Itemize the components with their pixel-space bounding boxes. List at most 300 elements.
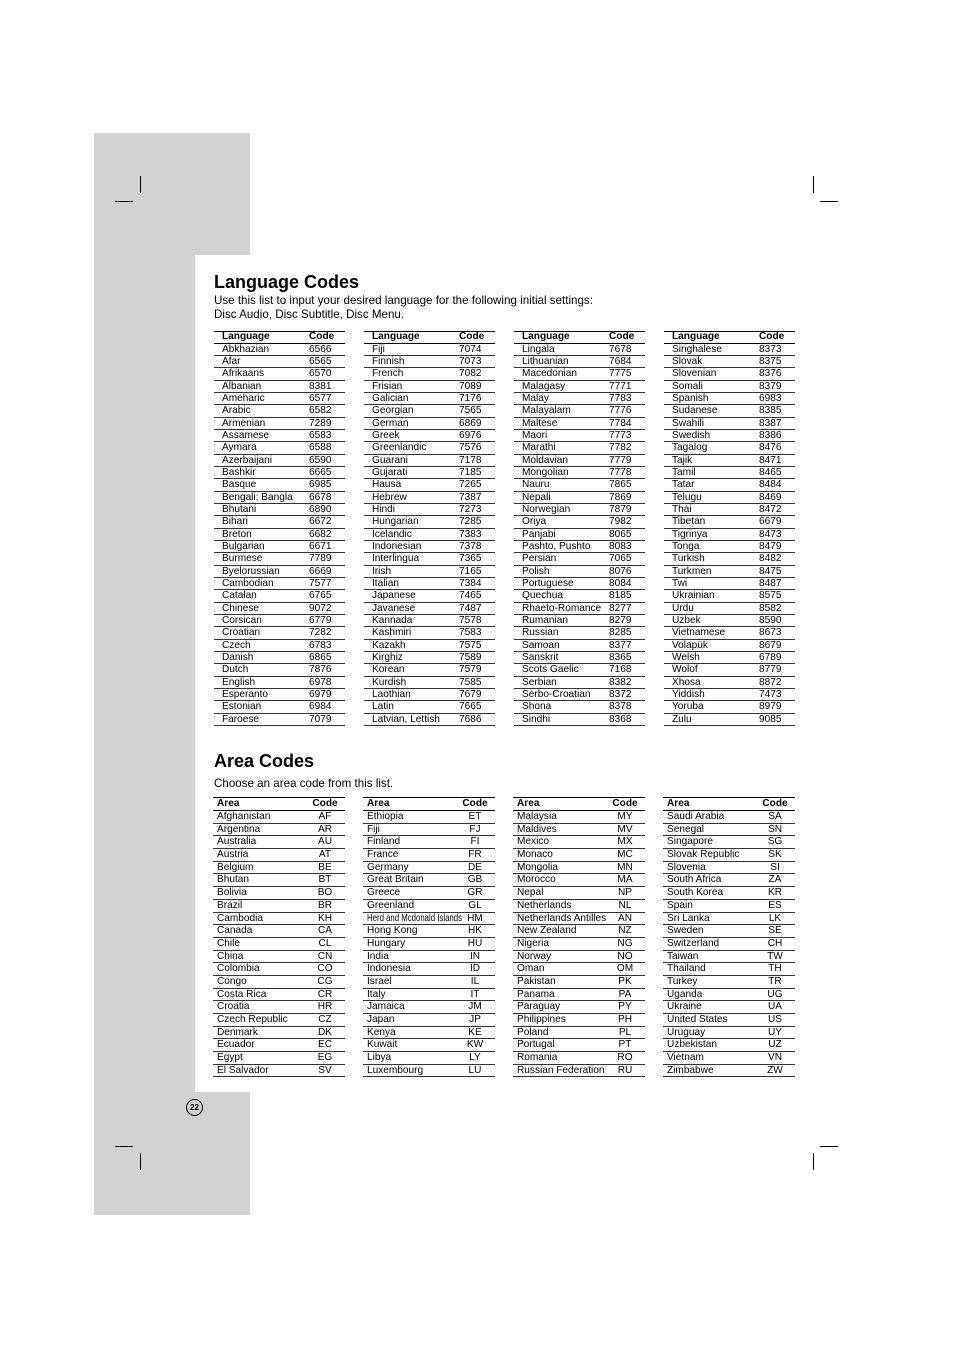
language-name: Japanese xyxy=(372,590,416,602)
language-table-row xyxy=(664,393,795,405)
language-code: 7465 xyxy=(459,590,482,602)
area-table-row xyxy=(213,938,345,951)
language-name: Czech xyxy=(222,639,251,651)
area-name: Greenland xyxy=(367,899,415,911)
language-table-row xyxy=(214,590,345,602)
column-header-code: Code xyxy=(309,331,335,342)
language-table-row xyxy=(664,356,795,368)
crop-mark-bottom-left-vertical xyxy=(140,1153,141,1170)
language-code: 7684 xyxy=(609,356,632,368)
area-code: TH xyxy=(768,963,782,975)
language-table-row xyxy=(664,344,795,356)
area-code: UA xyxy=(767,1001,783,1013)
language-table-row xyxy=(364,504,495,516)
area-code: HK xyxy=(467,925,483,937)
area-table-row xyxy=(363,989,495,1002)
area-code: PH xyxy=(617,1014,633,1025)
area-code: KR xyxy=(767,887,783,899)
area-code: NZ xyxy=(618,925,632,937)
language-code: 6590 xyxy=(309,454,332,466)
crop-mark-top-left-vertical xyxy=(140,176,141,193)
language-table-row xyxy=(364,492,495,504)
language-code: 8487 xyxy=(759,578,782,590)
language-code: 7089 xyxy=(459,380,482,392)
language-table-row xyxy=(364,393,495,405)
area-name: Czech Republic xyxy=(217,1014,288,1025)
area-table-row xyxy=(213,900,345,913)
language-name: Afrikaans xyxy=(222,368,265,380)
language-table-row xyxy=(214,553,345,565)
language-table-row xyxy=(664,578,795,590)
language-code: 7265 xyxy=(459,479,482,491)
language-table-row xyxy=(364,344,495,356)
language-code: 8385 xyxy=(759,405,782,417)
language-name: Thai xyxy=(672,504,692,516)
area-name: Uruguay xyxy=(667,1026,706,1038)
language-name: Welsh xyxy=(672,652,700,663)
language-code: 7365 xyxy=(459,553,482,565)
language-table-row xyxy=(664,516,795,528)
language-table-row xyxy=(364,627,495,639)
language-table-row xyxy=(664,590,795,602)
language-name: Maori xyxy=(522,430,548,442)
language-table-row xyxy=(664,430,795,442)
area-table-row xyxy=(663,989,795,1002)
language-code: 8377 xyxy=(609,639,632,651)
area-name: Luxembourg xyxy=(367,1064,424,1076)
area-table-row xyxy=(213,874,345,887)
language-name: Hindi xyxy=(372,504,396,516)
language-table-row xyxy=(514,430,645,442)
column-header-code: Code xyxy=(759,331,785,342)
area-code: RU xyxy=(617,1064,633,1076)
language-code: 8368 xyxy=(609,713,632,725)
area-table-row xyxy=(363,913,495,926)
area-name: Monaco xyxy=(517,849,553,861)
language-name: Abkhazian xyxy=(222,343,270,355)
language-code: 8065 xyxy=(609,528,632,540)
language-name: Macedonian xyxy=(522,368,577,380)
language-name: Guarani xyxy=(372,454,408,466)
language-name: Greek xyxy=(372,430,400,442)
language-name: Dutch xyxy=(222,664,249,676)
language-table-row xyxy=(214,381,345,393)
area-name: United States xyxy=(667,1014,728,1025)
column-header-area: Area xyxy=(517,798,540,809)
language-code: 6865 xyxy=(309,652,332,663)
language-table-row xyxy=(514,590,645,602)
language-table-row xyxy=(364,615,495,627)
area-name: Sri Lanka xyxy=(667,912,710,924)
language-table-row xyxy=(514,652,645,664)
language-table-row xyxy=(664,640,795,652)
language-table-row xyxy=(514,541,645,553)
language-code: 7773 xyxy=(609,430,632,442)
area-name: New Zealand xyxy=(517,925,577,937)
language-code: 8084 xyxy=(609,578,632,590)
language-table-row xyxy=(214,344,345,356)
area-table-row xyxy=(663,824,795,837)
language-code: 7165 xyxy=(459,565,482,577)
language-code: 8465 xyxy=(759,467,782,479)
area-name: Philippines xyxy=(517,1014,566,1025)
area-name: Italy xyxy=(367,988,386,1000)
language-table-row xyxy=(214,664,345,676)
language-table-row xyxy=(214,603,345,615)
language-name: Chinese xyxy=(222,602,260,614)
language-name: Frisian xyxy=(372,380,403,392)
language-code: 7585 xyxy=(459,676,482,688)
column-header-code: Code xyxy=(459,331,485,342)
area-name: Maldives xyxy=(517,823,557,835)
language-name: Scots Gaelic xyxy=(522,664,579,676)
area-code: IT xyxy=(470,988,480,1000)
area-name: Jamaica xyxy=(367,1001,405,1013)
area-table-row xyxy=(363,963,495,976)
area-code: CN xyxy=(317,950,333,962)
area-table-row xyxy=(363,1065,495,1078)
area-code: JM xyxy=(468,1001,482,1013)
language-table-row xyxy=(664,689,795,701)
language-name: Pashto, Pushto xyxy=(522,541,591,553)
language-name: Malay xyxy=(522,393,549,405)
language-name: Kurdish xyxy=(372,676,407,688)
area-name: Fiji xyxy=(367,823,380,835)
language-table-row xyxy=(664,405,795,417)
language-table-row xyxy=(514,479,645,491)
language-code: 8472 xyxy=(759,504,782,516)
area-table-row xyxy=(663,1039,795,1052)
language-table-row xyxy=(214,701,345,713)
language-code: 6588 xyxy=(309,442,332,454)
language-code: 7378 xyxy=(459,541,482,553)
area-table-row xyxy=(363,836,495,849)
area-table-row xyxy=(513,1014,645,1027)
language-code: 8582 xyxy=(759,602,782,614)
crop-mark-bottom-left-horizontal xyxy=(115,1146,133,1147)
area-table-row xyxy=(663,862,795,875)
language-name: Portuguese xyxy=(522,578,574,590)
area-name: Mongolia xyxy=(517,861,558,873)
language-table-row xyxy=(214,578,345,590)
language-name: Wolof xyxy=(672,664,698,676)
area-name: South Africa xyxy=(667,874,722,886)
area-name: Morocco xyxy=(517,874,556,886)
area-code: SA xyxy=(768,811,782,822)
language-table-row xyxy=(664,504,795,516)
language-table-row xyxy=(214,356,345,368)
language-code: 7775 xyxy=(609,368,632,380)
language-code: 7579 xyxy=(459,664,482,676)
language-table-row xyxy=(664,541,795,553)
language-code: 8679 xyxy=(759,639,782,651)
language-code: 7784 xyxy=(609,417,632,429)
language-name: Hungarian xyxy=(372,516,419,528)
language-name: Basque xyxy=(222,479,257,491)
area-name: Thailand xyxy=(667,963,706,975)
language-code: 6978 xyxy=(309,676,332,688)
area-code: GL xyxy=(468,899,482,911)
language-code: 7487 xyxy=(459,602,482,614)
area-name: Egypt xyxy=(217,1052,243,1064)
area-table-row xyxy=(213,862,345,875)
area-code: PT xyxy=(618,1039,632,1051)
area-table-row xyxy=(213,1052,345,1065)
language-code: 8482 xyxy=(759,553,782,565)
language-name: Burmese xyxy=(222,553,263,565)
area-code: FI xyxy=(470,836,480,848)
column-header-language: Language xyxy=(522,331,570,342)
area-code: BO xyxy=(317,887,333,899)
language-table-row xyxy=(514,664,645,676)
language-code: 8378 xyxy=(609,701,632,713)
language-code: 7779 xyxy=(609,454,632,466)
area-code: CZ xyxy=(318,1014,332,1025)
language-code: 7575 xyxy=(459,639,482,651)
area-table-row xyxy=(513,1052,645,1065)
area-table-row xyxy=(363,824,495,837)
language-table-row xyxy=(664,652,795,664)
language-code: 6765 xyxy=(309,590,332,602)
area-codes-intro: Choose an area code from this list. xyxy=(214,777,394,790)
area-table-row xyxy=(363,862,495,875)
area-name: Finland xyxy=(367,836,401,848)
area-code: UG xyxy=(767,988,783,1000)
language-table-row xyxy=(214,516,345,528)
language-table-row xyxy=(664,479,795,491)
language-code: 7782 xyxy=(609,442,632,454)
language-table-row xyxy=(664,627,795,639)
language-name: Polish xyxy=(522,565,550,577)
language-code: 8779 xyxy=(759,664,782,676)
language-table-row xyxy=(214,442,345,454)
area-table-row xyxy=(513,976,645,989)
area-table-row xyxy=(513,836,645,849)
language-table-row xyxy=(214,652,345,664)
area-code: LU xyxy=(468,1064,482,1076)
language-code: 6679 xyxy=(759,516,782,528)
area-name: South Korea xyxy=(667,887,724,899)
language-table-row xyxy=(214,677,345,689)
language-table-row xyxy=(664,615,795,627)
area-table-row xyxy=(213,925,345,938)
language-code: 7282 xyxy=(309,627,332,639)
area-code: PL xyxy=(618,1026,632,1038)
language-code: 8382 xyxy=(609,676,632,688)
language-code: 6583 xyxy=(309,430,332,442)
area-name: Paraguay xyxy=(517,1001,561,1013)
area-code: MC xyxy=(617,849,633,861)
area-code: DE xyxy=(467,861,483,873)
language-code: 6682 xyxy=(309,528,332,540)
area-name: Afghanistan xyxy=(217,811,271,822)
language-name: Afar xyxy=(222,356,241,368)
area-table-column xyxy=(363,797,495,1077)
area-table-row xyxy=(213,849,345,862)
language-code: 6671 xyxy=(309,541,332,553)
area-code: NL xyxy=(618,899,632,911)
language-table-row xyxy=(664,467,795,479)
language-code: 6983 xyxy=(759,393,782,405)
language-code: 7384 xyxy=(459,578,482,590)
language-code: 8484 xyxy=(759,479,782,491)
area-name: France xyxy=(367,849,399,861)
language-code: 6869 xyxy=(459,417,482,429)
language-code: 7185 xyxy=(459,467,482,479)
area-code: SG xyxy=(767,836,783,848)
area-name: Spain xyxy=(667,899,693,911)
language-name: Croatian xyxy=(222,627,261,639)
area-code: BE xyxy=(318,861,332,873)
column-header-area: Area xyxy=(367,798,390,809)
language-name: Bashkir xyxy=(222,467,256,479)
area-name: Kuwait xyxy=(367,1039,398,1051)
language-name: Hebrew xyxy=(372,491,407,503)
area-table-header xyxy=(513,797,645,811)
language-table-row xyxy=(364,418,495,430)
language-name: Javanese xyxy=(372,602,416,614)
area-name: Israel xyxy=(367,975,392,987)
area-name: Norway xyxy=(517,950,552,962)
language-table-row xyxy=(514,689,645,701)
language-name: Vietnamese xyxy=(672,627,726,639)
area-name: El Salvador xyxy=(217,1064,269,1076)
area-code: HM xyxy=(467,912,483,924)
language-table-row xyxy=(214,627,345,639)
area-name: Pakistan xyxy=(517,975,556,987)
area-code: MA xyxy=(617,874,633,886)
language-table-row xyxy=(514,467,645,479)
crop-mark-top-right-horizontal xyxy=(820,201,838,202)
area-table-row xyxy=(363,938,495,951)
area-name: Great Britain xyxy=(367,874,424,886)
area-name: Ukraine xyxy=(667,1001,702,1013)
language-name: Turkmen xyxy=(672,565,712,577)
area-name: Uganda xyxy=(667,988,703,1000)
area-code: KE xyxy=(468,1026,482,1038)
area-code: CG xyxy=(317,975,333,987)
language-name: Greenlandic xyxy=(372,442,427,454)
area-name: Ecuador xyxy=(217,1039,255,1051)
area-table-row xyxy=(663,938,795,951)
language-name: Corsican xyxy=(222,615,262,627)
language-code: 7387 xyxy=(459,491,482,503)
language-table-row xyxy=(514,356,645,368)
language-table-row xyxy=(364,553,495,565)
language-table-row xyxy=(514,677,645,689)
language-code: 7289 xyxy=(309,417,332,429)
crop-mark-top-left-horizontal xyxy=(115,201,133,202)
area-table-row xyxy=(663,976,795,989)
area-name: Turkey xyxy=(667,975,698,987)
area-table-row xyxy=(363,887,495,900)
language-table-row xyxy=(214,689,345,701)
area-name: Malaysia xyxy=(517,811,557,822)
language-code: 7285 xyxy=(459,516,482,528)
crop-mark-bottom-right-horizontal xyxy=(820,1146,838,1147)
area-code: KW xyxy=(466,1039,484,1051)
language-code: 7776 xyxy=(609,405,632,417)
area-code: PA xyxy=(618,988,632,1000)
language-code: 7686 xyxy=(459,713,482,725)
area-name: Hong Kong xyxy=(367,925,418,937)
area-code: BT xyxy=(318,874,332,886)
area-name: Canada xyxy=(217,925,253,937)
language-table-row xyxy=(514,603,645,615)
language-name: Indonesian xyxy=(372,541,422,553)
column-header-area: Area xyxy=(667,798,690,809)
language-code: 8471 xyxy=(759,454,782,466)
area-code: NP xyxy=(617,887,633,899)
language-code: 6582 xyxy=(309,405,332,417)
language-table-row xyxy=(514,442,645,454)
language-table-row xyxy=(364,467,495,479)
area-table-row xyxy=(663,1001,795,1014)
area-table-row xyxy=(213,836,345,849)
language-table-header xyxy=(364,331,495,344)
language-code: 6669 xyxy=(309,565,332,577)
area-code: PY xyxy=(618,1001,632,1013)
language-name: Tigrinya xyxy=(672,528,708,540)
area-code: FR xyxy=(468,849,482,861)
language-code: 7176 xyxy=(459,393,482,405)
language-name: Albanian xyxy=(222,380,262,392)
area-code: EG xyxy=(317,1052,333,1064)
language-name: Irish xyxy=(372,565,392,577)
language-code: 6565 xyxy=(309,356,332,368)
area-table-row xyxy=(513,913,645,926)
column-header-code: Code xyxy=(762,798,788,809)
area-table-row xyxy=(213,887,345,900)
language-table-row xyxy=(664,381,795,393)
language-code: 7869 xyxy=(609,491,632,503)
column-header-language: Language xyxy=(222,331,270,342)
language-code: 8373 xyxy=(759,343,782,355)
language-name: Russian xyxy=(522,627,559,639)
language-table-row xyxy=(214,566,345,578)
language-code: 7383 xyxy=(459,528,482,540)
area-table-row xyxy=(363,976,495,989)
language-codes-intro-line-2: Disc Audio, Disc Subtitle, Disc Menu. xyxy=(214,308,405,321)
language-code: 6779 xyxy=(309,615,332,627)
area-table-row xyxy=(663,1052,795,1065)
area-code: SK xyxy=(768,849,782,861)
area-code: PK xyxy=(618,975,632,987)
area-table-row xyxy=(363,1027,495,1040)
area-name: Greece xyxy=(367,887,401,899)
area-code: FJ xyxy=(469,823,481,835)
area-table-row xyxy=(363,874,495,887)
language-name: Yiddish xyxy=(672,688,705,700)
area-table-column xyxy=(663,797,795,1077)
language-table-row xyxy=(664,442,795,454)
language-name: Panjabi xyxy=(522,528,556,540)
language-name: Assamese xyxy=(222,430,270,442)
language-codes-intro-line-1: Use this list to input your desired language for the following initial settings: xyxy=(214,294,593,307)
language-table-row xyxy=(364,701,495,713)
language-name: Serbian xyxy=(522,676,557,688)
area-code: ET xyxy=(468,811,482,822)
area-code: AN xyxy=(617,912,633,924)
language-code: 6566 xyxy=(309,343,332,355)
language-table-header xyxy=(514,331,645,344)
area-code: TR xyxy=(768,975,782,987)
area-table-row xyxy=(513,938,645,951)
language-table-column xyxy=(664,331,795,726)
area-table-row xyxy=(513,963,645,976)
language-table-row xyxy=(514,381,645,393)
area-table-row xyxy=(513,1039,645,1052)
